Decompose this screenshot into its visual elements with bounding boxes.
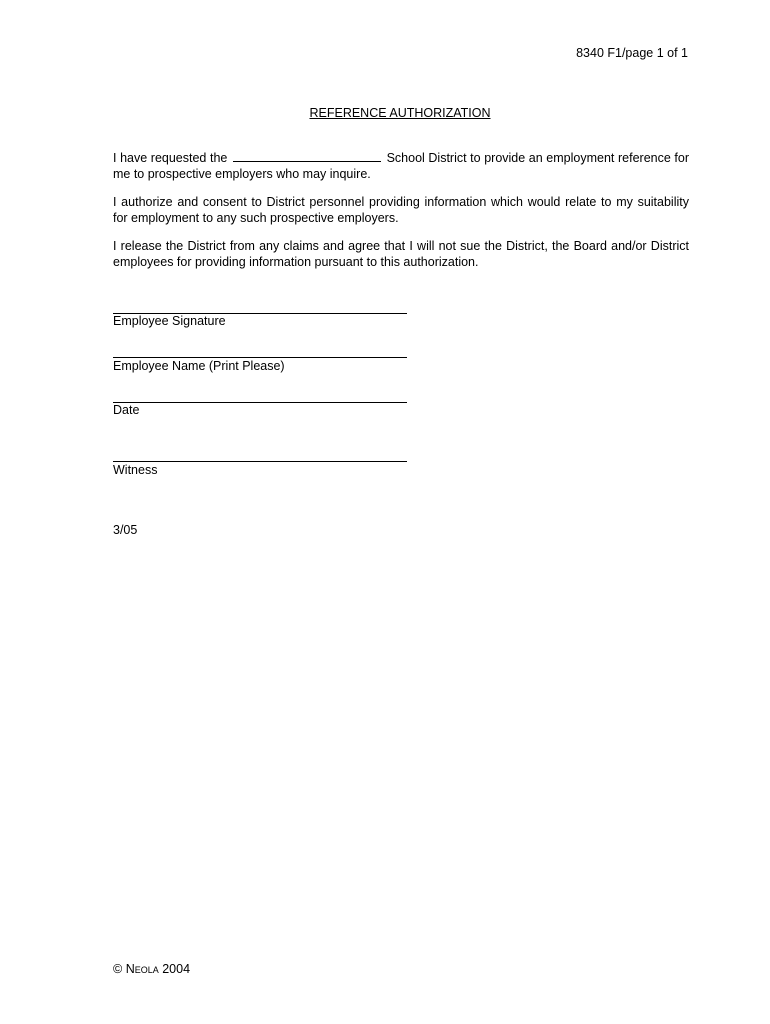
date-label: Date: [113, 403, 140, 417]
page-reference: 8340 F1/page 1 of 1: [576, 46, 688, 60]
school-district-blank[interactable]: [233, 150, 381, 162]
document-title: REFERENCE AUTHORIZATION: [309, 106, 491, 120]
paragraph-request-end: School District to provide an employment reference for me to prospective employers who may inquire.: [113, 151, 689, 181]
copyright-symbol: ©: [113, 962, 123, 976]
paragraph-request-start: I have requested the: [113, 151, 228, 165]
copyright-brand: Neola: [125, 962, 159, 976]
witness-line[interactable]: [113, 461, 407, 462]
revision-date: 3/05: [113, 523, 138, 537]
employee-name-label: Employee Name (Print Please): [113, 359, 285, 373]
copyright-notice: [113, 962, 190, 976]
copyright-year: 2004: [162, 962, 191, 976]
paragraph-consent: I authorize and consent to District personnel providing information which would relate to my suitability for employment to any such prospective employers.: [113, 195, 689, 225]
employee-signature-label: Employee Signature: [113, 314, 226, 328]
witness-label: Witness: [113, 463, 158, 477]
date-line[interactable]: [113, 402, 407, 403]
paragraph-request: [113, 150, 689, 182]
paragraph-release: I release the District from any claims and agree that I will not sue the District, the Board and/or District employees for providing information pursuant to this authorization.: [113, 239, 689, 269]
employee-name-line[interactable]: [113, 357, 407, 358]
